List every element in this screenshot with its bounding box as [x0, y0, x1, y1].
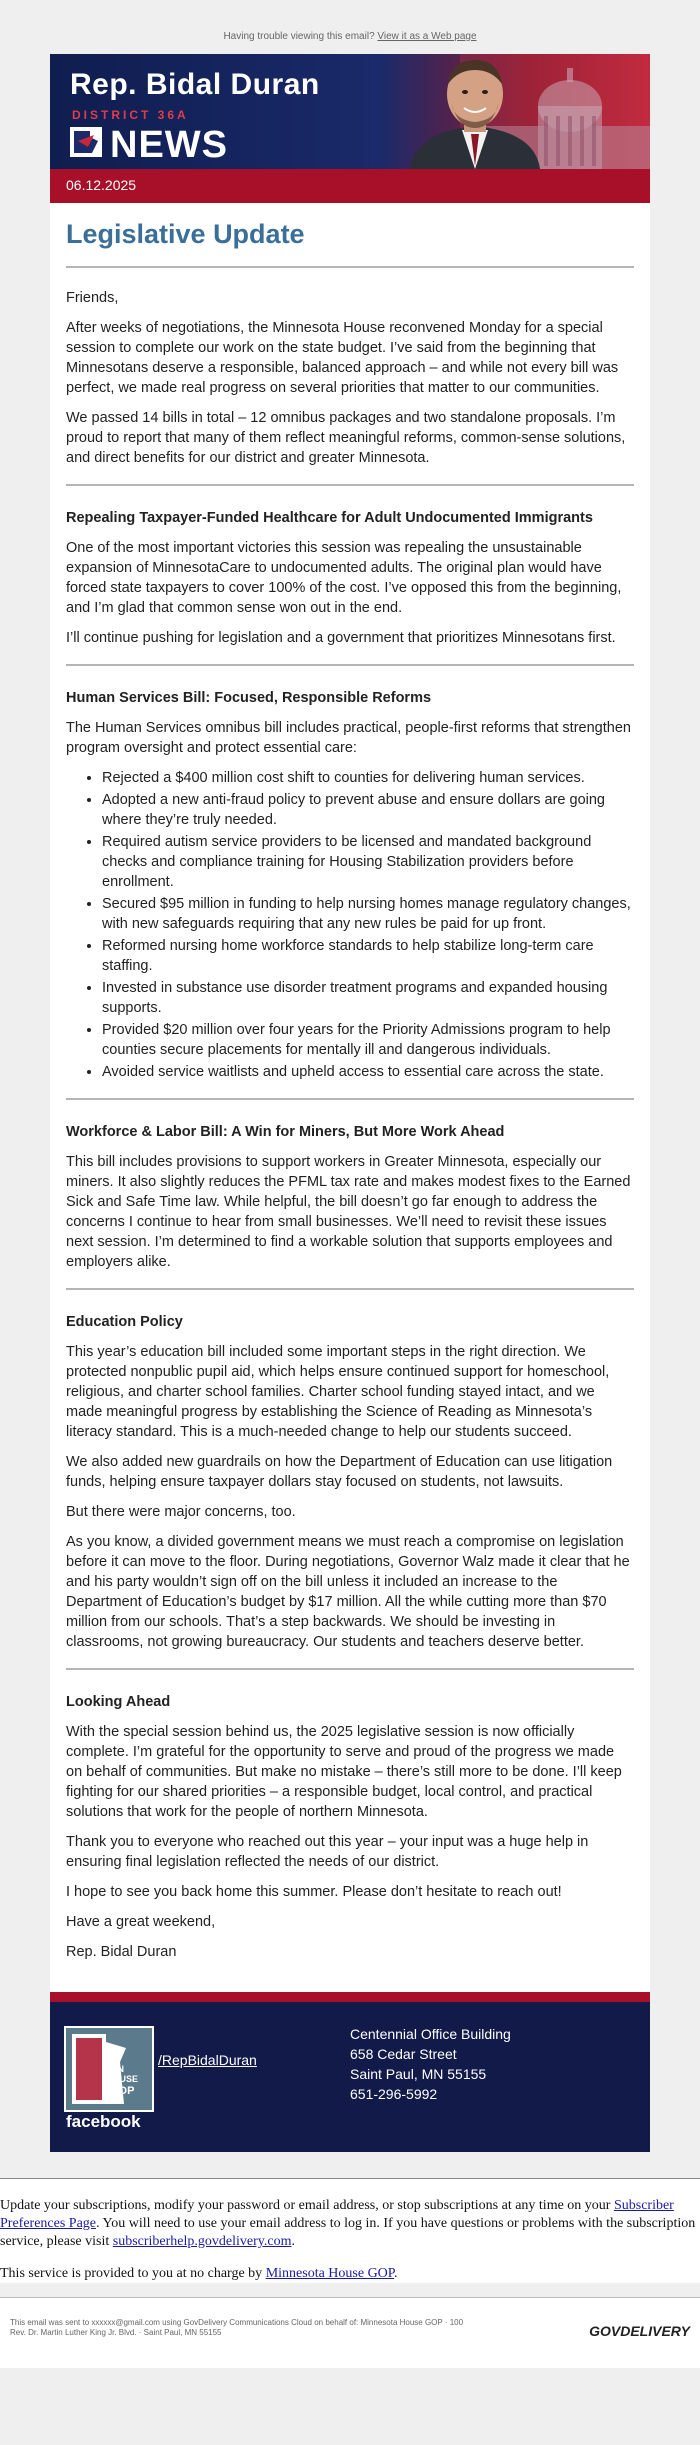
phone-number: 651-296-5992	[350, 2086, 438, 2102]
divider	[66, 1668, 634, 1670]
divider	[66, 664, 634, 666]
address-line: Centennial Office Building	[350, 2026, 511, 2042]
list-item: • Invested in substance use disorder treatment programs and expanded housing supports.	[102, 978, 634, 1018]
text: .	[291, 2234, 295, 2249]
banner-name: Rep. Bidal Duran	[70, 68, 320, 101]
list-item: • Rejected a $400 million cost shift to counties for delivering human services.	[102, 768, 634, 788]
section-heading-workforce: Workforce & Labor Bill: A Win for Miners, But More Work Ahead	[66, 1124, 505, 1140]
mn-state-icon	[66, 2028, 152, 2110]
greeting: Friends,	[66, 290, 119, 306]
preheader-text: Having trouble viewing this email?	[223, 31, 375, 42]
section-heading-healthcare: Repealing Taxpayer-Funded Healthcare for Adult Undocumented Immigrants	[66, 510, 593, 526]
mn-flag-icon	[70, 127, 102, 157]
text: . You will need to use your email address to log in. If you have questions or problems with the subscription service, please visit	[0, 2216, 696, 2249]
section-paragraph: As you know, a divided government means we must reach a compromise on legislation before it can move to the floor. During negotiations, Governor Walz made it clear that he and his party wouldn’t sign off on the bill unless it included an increase to the Department of Education’s budget by $17 million. All the while cutting more than $70 million from our schools. That’s a step backwards. We should be investing in classrooms, not growing bureaucracy. Our students and teachers deserve better.	[66, 1534, 630, 1650]
intro-paragraph: We passed 14 bills in total – 12 omnibus packages and two standalone proposals. I’m proud to report that many of them reflect meaningful reforms, common-sense solutions, and direct benefits for our district and greater Minnesota.	[66, 410, 626, 466]
footer	[50, 1992, 650, 2152]
section-paragraph: I hope to see you back home this summer. Please don’t hesitate to reach out!	[66, 1884, 562, 1900]
banner	[50, 54, 650, 169]
preheader	[0, 0, 700, 54]
section-paragraph: The Human Services omnibus bill includes practical, people-first reforms that strengthen program oversight and protect essential care:	[66, 720, 631, 756]
text: .	[394, 2266, 398, 2281]
subscriber-help-link[interactable]: subscriberhelp.govdelivery.com	[112, 2234, 292, 2249]
list-item: • Secured $95 million in funding to help nursing homes manage regulatory changes, with new safeguards requiring that any new rules be paid for up front.	[102, 894, 634, 934]
section-heading-human-services: Human Services Bill: Focused, Responsible Reforms	[66, 690, 432, 706]
divider	[66, 266, 634, 268]
subscription-paragraph	[0, 2197, 700, 2251]
intro-paragraph: After weeks of negotiations, the Minnesota House reconvened Monday for a special session to complete our work on the state budget. I’ve said from the beginning that Minnesotans deserve a responsible, balanced approach – and while not every bill was perfect, we made real progress on several priorities that matter to our communities.	[66, 320, 619, 396]
section-paragraph: This year’s education bill included some important steps in the right direction. We protected nonpublic pupil aid, which helps ensure continued support for homeschool, religious, and charter school families. Charter school funding stayed intact, and we made meaningful progress by establishing the Science of Reading as Minnesota’s literacy standard. This is a much-needed change to help our students succeed.	[66, 1344, 610, 1440]
section-paragraph: I’ll continue pushing for legislation and a government that prioritizes Minnesotans first.	[66, 630, 616, 646]
human-services-list	[66, 768, 634, 1082]
subscription-notice	[0, 2178, 700, 2283]
content	[50, 219, 650, 1992]
list-item: • Avoided service waitlists and upheld access to essential care across the state.	[102, 1062, 634, 1082]
svg-text:MN: MN	[110, 2064, 124, 2074]
text: This service is provided to you at no charge by	[0, 2266, 266, 2281]
provider-paragraph	[0, 2265, 700, 2283]
date-bar: 06.12.2025	[50, 169, 650, 203]
house-gop-link[interactable]: Minnesota House GOP	[265, 2266, 395, 2281]
subscriber-preferences-link[interactable]: Subscriber Preferences Page	[0, 2198, 674, 2231]
sent-notice	[0, 2297, 700, 2368]
section-heading-education: Education Policy	[66, 1314, 183, 1330]
facebook-handle-link[interactable]: /RepBidalDuran	[158, 2052, 257, 2068]
banner-district: DISTRICT 36A	[72, 108, 189, 122]
office-address	[350, 2024, 511, 2104]
text: Update your subscriptions, modify your password or email address, or stop subscriptions at any time on your	[0, 2198, 614, 2213]
section-paragraph: We also added new guardrails on how the Department of Education can use litigation funds, helping ensure taxpayer dollars stay focused on students, not lawsuits.	[66, 1454, 613, 1490]
address-line: Saint Paul, MN 55155	[350, 2066, 487, 2082]
banner-news: NEWS	[110, 124, 228, 166]
facebook-label[interactable]: facebook	[66, 2112, 141, 2131]
email-body	[50, 54, 650, 2152]
divider	[66, 484, 634, 486]
page-title: Legislative Update	[66, 219, 305, 249]
section-paragraph: But there were major concerns, too.	[66, 1504, 296, 1520]
list-item: • Reformed nursing home workforce standards to help stabilize long-term care staffing.	[102, 936, 634, 976]
address-line: 658 Cedar Street	[350, 2046, 457, 2062]
sent-line: Rev. Dr. Martin Luther King Jr. Blvd. · Saint Paul, MN 55155	[10, 2328, 222, 2337]
sign-off: Have a great weekend,	[66, 1914, 216, 1930]
section-paragraph: Thank you to everyone who reached out this year – your input was a huge help in ensuring final legislation reflected the needs of our district.	[66, 1834, 589, 1870]
section-paragraph: One of the most important victories this session was repealing the unsustainable expansion of MinnesotaCare to undocumented adults. The original plan would have forced state taxpayers to cover 100% of the cost. I’ve opposed this from the beginning, and I’m glad that common sense won out in the end.	[66, 540, 622, 616]
section-heading-looking-ahead: Looking Ahead	[66, 1694, 171, 1710]
govdelivery-logo[interactable]: GOVDELIVERY	[589, 2323, 690, 2339]
divider	[66, 1288, 634, 1290]
sent-line: This email was sent to xxxxxx@gmail.com using GovDelivery Communications Cloud on behalf of: Minnesota House GOP · 100	[10, 2318, 464, 2327]
list-item: • Adopted a new anti-fraud policy to prevent abuse and ensure dollars are going where they’re truly needed.	[102, 790, 634, 830]
house-gop-logo[interactable]	[64, 2026, 154, 2112]
list-item: • Provided $20 million over four years for the Priority Admissions program to help counties secure placements for mentally ill and dangerous individuals.	[102, 1020, 634, 1060]
list-item: • Required autism service providers to be licensed and mandated background checks and compliance training for Housing Stabilization providers before enrollment.	[102, 832, 634, 892]
divider	[66, 1098, 634, 1100]
svg-text:GOP: GOP	[110, 2085, 135, 2097]
section-paragraph: This bill includes provisions to support workers in Greater Minnesota, especially our miners. It also slightly reduces the PFML tax rate and makes modest fixes to the Earned Sick and Safe Time law. While helpful, the bill doesn’t go far enough to address the concerns I continue to hear from small businesses. We’ll need to revisit these issues next session. I’m determined to find a workable solution that supports employees and employers alike.	[66, 1154, 631, 1270]
web-page-link[interactable]: View it as a Web page	[377, 31, 477, 42]
signature-name: Rep. Bidal Duran	[66, 1944, 177, 1960]
representative-portrait	[400, 54, 550, 169]
section-paragraph: With the special session behind us, the 2025 legislative session is now officially complete. I’m grateful for the opportunity to serve and proud of the progress we made on behalf of communities. But make no mistake – there’s still more to be done. I’ll keep fighting for our shared priorities – a responsible budget, local control, and practical solutions that work for the people of northern Minnesota.	[66, 1724, 622, 1820]
svg-text:HOUSE: HOUSE	[106, 2074, 139, 2084]
